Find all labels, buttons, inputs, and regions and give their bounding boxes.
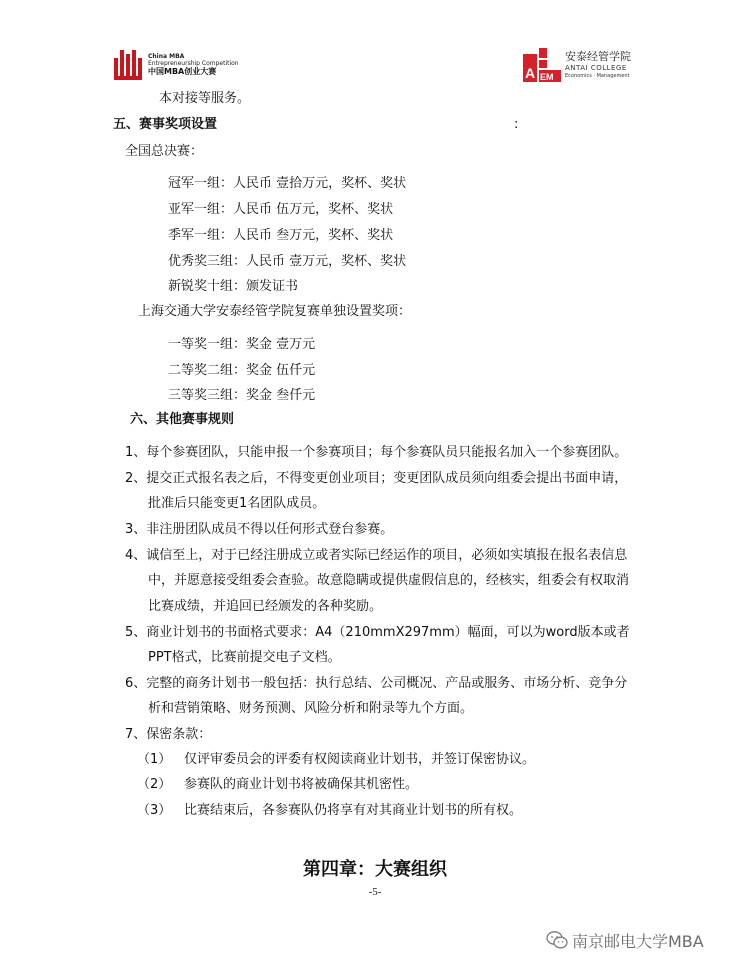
rule-1: 1、每个参赛团队，只能申报一个参赛项目；每个参赛队员只能报名加入一个参赛团队。: [125, 445, 628, 460]
sjtu-awards-label: 上海交通大学安泰经管学院复赛单独设置奖项：: [138, 304, 412, 319]
national-final-label: 全国总决赛：: [125, 144, 204, 159]
section-6-title: 六、其他赛事规则: [130, 412, 235, 427]
rule-4-line-2: 中，并愿意接受组委会查验。故意隐瞒或提供虚假信息的，经核实，组委会有权取消: [148, 573, 630, 588]
award-champion: 冠军一组：人民币 壹拾万元，奖杯、奖状: [168, 176, 407, 191]
watermark-text: 南京邮电大学MBA: [572, 932, 704, 951]
china-mba-logo-mark-icon: [114, 50, 142, 80]
rule-2-line-1: 2、提交正式报名表之后，不得变更创业项目；变更团队成员须向组委会提出书面申请，: [125, 471, 628, 486]
page-number: -5-: [368, 886, 382, 898]
sjtu-award-second: 二等奖二组：奖金 伍仟元: [168, 363, 316, 378]
award-excellence: 优秀奖三组：人民币 壹万元，奖杯、奖状: [168, 254, 407, 269]
secrecy-1-num: （1）: [137, 752, 172, 767]
award-newcomer: 新锐奖十组：颁发证书: [168, 279, 299, 294]
left-logo-cn: 中国MBA创业大赛: [148, 67, 217, 76]
secrecy-2-text: 参赛队的商业计划书将被确保其机密性。: [184, 777, 419, 792]
secrecy-1-text: 仅评审委员会的评委有权阅读商业计划书，并签订保密协议。: [184, 752, 536, 767]
secrecy-3-text: 比赛结束后，各参赛队仍将享有对其商业计划书的所有权。: [184, 803, 523, 818]
section-5-title: 五、赛事奖项设置: [113, 117, 218, 132]
rule-6-line-1: 6、完整的商务计划书一般包括：执行总结、公司概况、产品或服务、市场分析、竞争分: [125, 676, 628, 691]
rule-5-line-1: 5、商业计划书的书面格式要求：A4（210mmX297mm）幅面，可以为word版本或者: [125, 625, 630, 640]
acem-logo-mark-icon: [523, 48, 561, 82]
right-logo-en: ANTAI COLLEGE: [565, 64, 627, 72]
continued-line: 本对接等服务。: [159, 91, 251, 106]
award-runner-up: 亚军一组：人民币 伍万元，奖杯、奖状: [168, 202, 394, 217]
secrecy-3-num: （3）: [137, 803, 172, 818]
chapter-title: 第四章：大赛组织: [303, 859, 447, 880]
sjtu-award-first: 一等奖一组：奖金 壹万元: [168, 337, 316, 352]
rule-7: 7、保密条款：: [125, 727, 212, 742]
svg-text:A: A: [525, 65, 536, 81]
left-logo-en1: China MBA: [148, 53, 185, 60]
award-third: 季军一组：人民币 叁万元，奖杯、奖状: [168, 228, 394, 243]
china-mba-logo: [114, 50, 244, 82]
rule-6-line-2: 析和营销策略、财务预测、风险分析和附录等九个方面。: [148, 701, 474, 716]
right-logo-en2: Economics · Management: [565, 73, 630, 79]
rule-4-line-1: 4、诚信至上，对于已经注册成立或者实际已经运作的项目，必须如实填报在报名表信息: [125, 548, 628, 563]
right-logo-cn: 安泰经管学院: [565, 50, 631, 63]
left-logo-en2: Entrepreneurship Competition: [148, 60, 239, 67]
wechat-icon: [546, 930, 568, 950]
rule-3: 3、非注册团队成员不得以任何形式登台参赛。: [125, 522, 394, 537]
rule-5-line-2: PPT格式，比赛前提交电子文档。: [148, 650, 341, 665]
sjtu-award-third: 三等奖三组：奖金 叁仟元: [168, 388, 316, 403]
svg-text:EM: EM: [540, 72, 554, 82]
rule-2-line-2: 批准后只能变更1名团队成员。: [148, 496, 326, 511]
section-5-colon: :: [514, 117, 519, 132]
secrecy-2-num: （2）: [137, 777, 172, 792]
antai-college-logo: [523, 48, 653, 84]
rule-4-line-3: 比赛成绩，并追回已经颁发的各种奖励。: [148, 599, 383, 614]
